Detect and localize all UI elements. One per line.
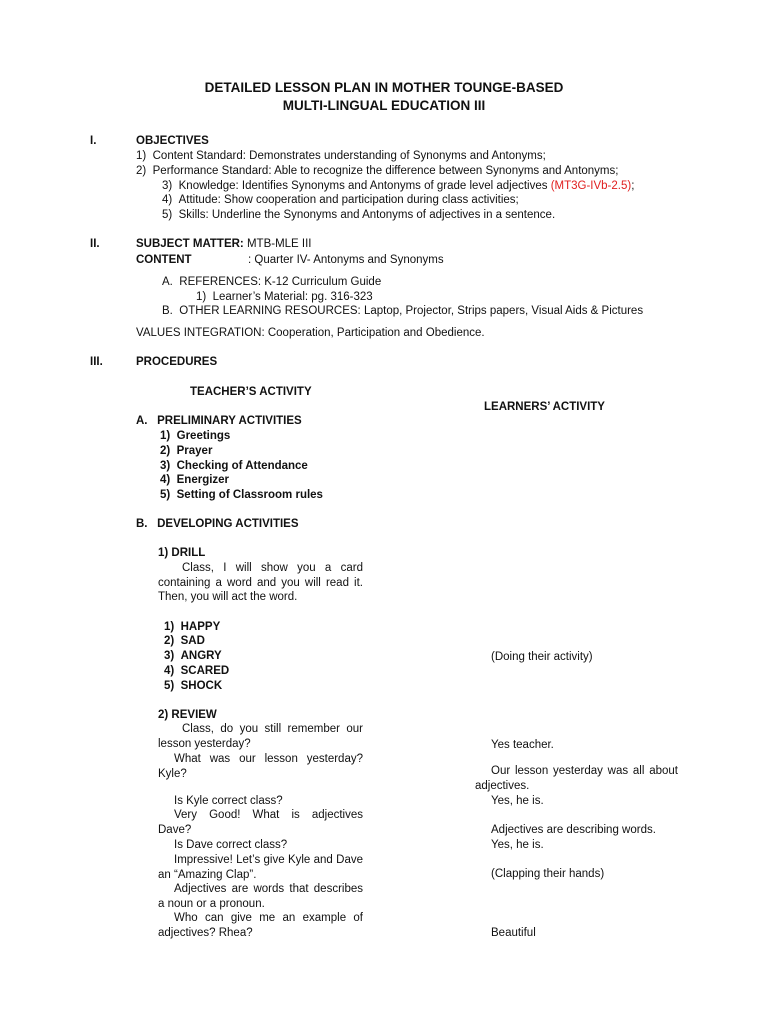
values-integration-label: VALUES INTEGRATION:	[136, 327, 265, 339]
objective-item: 1) Content Standard: Demonstrates understanding of Synonyms and Antonyms;	[136, 150, 546, 162]
teacher-dialogue: Impressive! Let’s give Kyle and Dave an “Amazing Clap”.	[158, 854, 363, 881]
subject-numeral: II.	[90, 238, 100, 250]
subject-matter-label: SUBJECT MATTER:	[136, 238, 244, 250]
subject-matter-line: SUBJECT MATTER: MTB-MLE III	[136, 238, 312, 250]
list-item: 1) Greetings	[160, 430, 231, 442]
references-label: REFERENCES:	[179, 276, 262, 288]
list-item: 5) Setting of Classroom rules	[160, 489, 323, 501]
objectives-numeral: I.	[90, 135, 97, 147]
list-item: 1) HAPPY	[164, 621, 221, 633]
teacher-dialogue: Who can give me an example of adjectives? Rhea?	[158, 912, 363, 939]
references-line: A. REFERENCES: K-12 Curriculum Guide	[162, 276, 382, 288]
learner-response: Yes, he is.	[491, 795, 544, 807]
objective-label: Knowledge:	[178, 180, 239, 192]
teacher-dialogue: Is Dave correct class?	[174, 839, 288, 851]
document-title-line1: DETAILED LESSON PLAN IN MOTHER TOUNGE-BASED	[204, 80, 564, 95]
learner-response: Adjectives are describing words.	[491, 824, 656, 836]
objective-label: Attitude:	[178, 194, 221, 206]
content-label: CONTENT	[136, 254, 192, 266]
drill-heading: 1) DRILL	[158, 547, 206, 559]
learner-response: (Doing their activity)	[491, 651, 593, 663]
teacher-dialogue: Adjectives are words that describes a noun or a pronoun.	[158, 883, 363, 910]
teacher-dialogue: Is Kyle correct class?	[174, 795, 283, 807]
document-title-line2: MULTI-LINGUAL EDUCATION III	[282, 98, 486, 113]
values-integration-line: VALUES INTEGRATION: Cooperation, Participation and Obedience.	[136, 327, 485, 339]
objective-label: Content Standard:	[152, 150, 246, 162]
other-resources-line: B. OTHER LEARNING RESOURCES: Laptop, Projector, Strips papers, Visual Aids & Pictures	[162, 305, 644, 317]
review-heading: 2) REVIEW	[158, 709, 217, 721]
developing-heading: B. DEVELOPING ACTIVITIES	[136, 518, 299, 530]
content-value: : Quarter IV- Antonyms and Synonyms	[248, 254, 444, 266]
curriculum-code: (MT3G-IVb-2.5)	[550, 180, 632, 192]
learner-response: (Clapping their hands)	[491, 868, 605, 880]
list-item: 4) SCARED	[164, 665, 230, 677]
learner-response: Yes, he is.	[491, 839, 544, 851]
objective-label: Performance Standard:	[152, 165, 272, 177]
learner-response: Beautiful	[491, 927, 536, 939]
procedures-numeral: III.	[90, 356, 103, 368]
teacher-dialogue: What was our lesson yesterday? Kyle?	[158, 753, 363, 780]
list-item: 2) Prayer	[160, 445, 213, 457]
teacher-activity-heading: TEACHER’S ACTIVITY	[190, 386, 312, 398]
objective-item: 4) Attitude: Show cooperation and participation during class activities;	[162, 194, 519, 206]
objective-item: 2) Performance Standard: Able to recognize the difference between Synonyms and Antonyms;	[136, 165, 619, 177]
list-item: 3) Checking of Attendance	[160, 460, 308, 472]
preliminary-heading: A. PRELIMINARY ACTIVITIES	[136, 415, 302, 427]
learner-response: Yes teacher.	[491, 739, 554, 751]
procedures-heading: PROCEDURES	[136, 356, 218, 368]
objectives-heading: OBJECTIVES	[136, 135, 209, 147]
drill-instructions: Class, I will show you a card containing a word and you will read it. Then, you will act the word.	[158, 562, 363, 604]
list-item: 3) ANGRY	[164, 650, 222, 662]
teacher-dialogue: Class, do you still remember our lesson yesterday?	[158, 723, 363, 750]
list-item: 2) SAD	[164, 635, 205, 647]
teacher-dialogue: Very Good! What is adjectives Dave?	[158, 809, 363, 836]
other-resources-label: OTHER LEARNING RESOURCES:	[179, 305, 361, 317]
objective-label: Skills:	[178, 209, 209, 221]
learners-material-line: 1) Learner’s Material: pg. 316-323	[196, 291, 373, 303]
objective-item: 5) Skills: Underline the Synonyms and Antonyms of adjectives in a sentence.	[162, 209, 556, 221]
list-item: 5) SHOCK	[164, 680, 223, 692]
list-item: 4) Energizer	[160, 474, 230, 486]
learners-activity-heading: LEARNERS’ ACTIVITY	[484, 401, 605, 413]
learner-response: Our lesson yesterday was all about adjectives.	[475, 765, 678, 792]
objective-item: 3) Knowledge: Identifies Synonyms and Antonyms of grade level adjectives (MT3G-IVb-2.5);	[162, 180, 635, 192]
